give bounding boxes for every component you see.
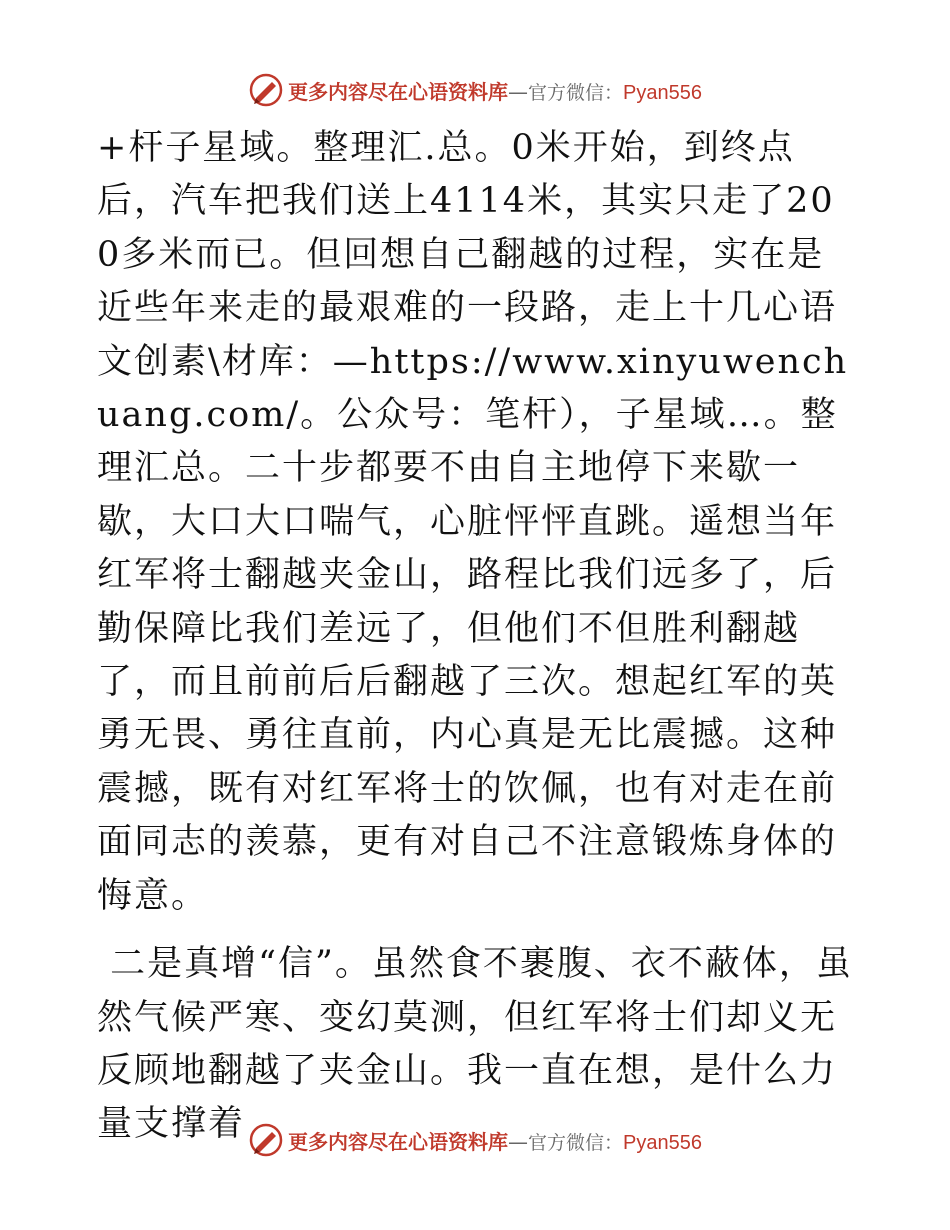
- footer-watermark-banner: [0, 1120, 950, 1160]
- footer-wechat-handle: Pyan556: [623, 1131, 702, 1154]
- footer-separator: —: [508, 1129, 528, 1154]
- document-body: [97, 122, 857, 1152]
- header-banner-text: [288, 76, 702, 105]
- body-paragraph-1: +杆子星域。整理汇.总。0米开始，到终点后，汽车把我们送上4114米，其实只走了200多米而已。但回想自己翻越的过程，实在是近些年来走的最艰难的一段路，走上十几心语文创素\材库：—https://www.xinyuwenchuang.com/。公众号：笔杆），子星域…。整理汇总。二十步都要不由自主地停下来歇一歇，大口大口喘气，心脏怦怦直跳。遥想当年红军将士翻越夹金山，路程比我们远多了，后勤保障比我们差远了，但他们不但胜利翻越了，而且前前后后翻越了三次。想起红军的英勇无畏、勇往直前，内心真是无比震撼。这种震撼，既有对红军将士的饮佩，也有对走在前面同志的羡慕，更有对自己不注意锻炼身体的悔意。: [97, 128, 849, 916]
- header-wechat-handle: Pyan556: [623, 81, 702, 104]
- footer-wechat-label: 官方微信：: [528, 1131, 624, 1154]
- header-separator: —: [508, 79, 528, 104]
- header-watermark-banner: [0, 70, 950, 110]
- footer-banner-text: [288, 1126, 702, 1155]
- header-brand: 更多内容尽在心语资料库: [288, 79, 508, 104]
- red-pen-logo-icon: [248, 1122, 284, 1158]
- footer-brand: 更多内容尽在心语资料库: [288, 1129, 508, 1154]
- red-pen-logo-icon: [248, 72, 284, 108]
- body-paragraph-2: 二是真增“信”。虽然食不裹腹、衣不蔽体，虽然气候严寒、变幻莫测，但红军将士们却义无反顾地翻越了夹金山。我一直在想，是什么力量支撑着: [97, 944, 853, 1145]
- header-wechat-label: 官方微信：: [528, 81, 624, 104]
